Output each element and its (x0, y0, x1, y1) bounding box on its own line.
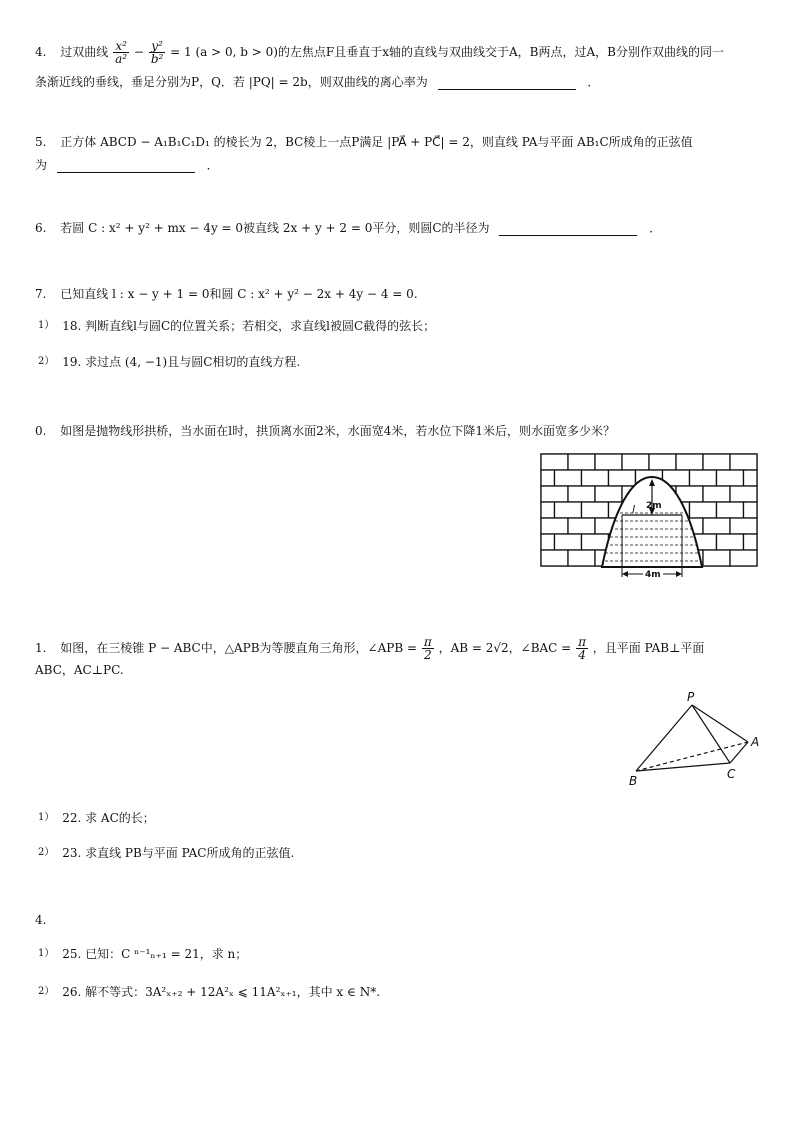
edge-PC (692, 705, 730, 763)
q17-stem (35, 286, 418, 302)
brick (690, 470, 717, 486)
q14-frac1-den: a² (115, 52, 128, 66)
brick (555, 502, 582, 518)
brick (730, 550, 757, 566)
q21-sub1-text: 22. 求 AC的长； (62, 811, 155, 825)
brick (582, 502, 609, 518)
q14-frac1-num: x² (113, 40, 129, 53)
q17-sub2 (38, 354, 300, 370)
brick (582, 534, 609, 550)
label-2m: 2m (646, 501, 662, 511)
q17-sub1-text: 18. 判断直线l与圆C的位置关系；若相交，求直线l被圆C截得的弦长； (62, 319, 436, 333)
q20-text: 如图是抛物线形拱桥，当水面在l时，拱顶离水面2米，水面宽4米，若水位下降1米后，则水面宽多少米？ (60, 424, 616, 438)
q17-number: 7. (35, 287, 47, 301)
brick (568, 550, 595, 566)
q24-number: 4. (35, 913, 47, 927)
brick (649, 454, 676, 470)
q21-frac-b-num: π (578, 635, 586, 649)
q21-sub2-text: 23. 求直线 PB与平面 PAC所成角的正弦值. (62, 846, 295, 860)
q21-sub1-mark: 1） (38, 812, 55, 823)
brick (703, 486, 730, 502)
brick (744, 470, 758, 486)
brick (744, 534, 758, 550)
q15-line2 (35, 157, 219, 173)
q17-stem-text: 已知直线 l : x − y + 1 = 0和圆 C : x² + y² − 2x + 4y − 4 = 0. (60, 287, 418, 301)
q24-sub2 (38, 984, 380, 1000)
q24-sub1 (38, 946, 247, 962)
q14-rest1: = 1 (a > 0, b > 0)的左焦点F且垂直于x轴的直线与双曲线交于A，B两点，过A，B分别作双曲线的同一 (170, 45, 724, 59)
q21-fraction-b (576, 636, 588, 661)
brick (730, 518, 757, 534)
q14-frac2-num: y² (149, 40, 166, 53)
q14-fraction-x (113, 40, 129, 65)
brick (568, 518, 595, 534)
brick (568, 454, 595, 470)
brick (730, 486, 757, 502)
brick (717, 534, 744, 550)
vertex-B: B (629, 774, 638, 788)
q20-line (35, 423, 615, 439)
brick (541, 502, 555, 518)
brick (609, 470, 636, 486)
q21-sub1 (38, 810, 155, 826)
q16-number: 6. (35, 221, 47, 235)
q14-line2 (35, 74, 599, 90)
q21-frac-a-num: π (423, 635, 432, 649)
brick (717, 470, 744, 486)
q21-number: 1. (35, 641, 47, 655)
brick (555, 534, 582, 550)
q21-sub2 (38, 845, 294, 861)
q21-sub2-mark: 2） (38, 847, 55, 858)
q15-tail: ． (206, 158, 219, 172)
q15-text: 正方体 ABCD − A₁B₁C₁D₁ 的棱长为 2，BC棱上一点P满足 |PA⃗ + PC⃗| = 2，则直线 PA与平面 AB₁C所成角的正弦值 (60, 135, 693, 149)
q21-fraction-a (422, 636, 434, 661)
q24-number-line (35, 912, 46, 928)
brick (582, 470, 609, 486)
brick (703, 518, 730, 534)
q17-sub1 (38, 318, 435, 334)
q15-line1 (35, 134, 693, 150)
q21-text-b: ，AB = 2√2，∠BAC = (438, 641, 572, 655)
q15-number: 5. (35, 135, 47, 149)
brick (690, 502, 717, 518)
brick (541, 550, 568, 566)
q17-sub2-mark: 2） (38, 356, 55, 367)
brick (541, 470, 555, 486)
edge-CA (730, 742, 748, 763)
brick (555, 470, 582, 486)
q24-sub1-mark: 1） (38, 948, 55, 959)
brick (703, 550, 730, 566)
q14-answer-blank[interactable] (438, 89, 576, 90)
brick (541, 486, 568, 502)
brick (622, 454, 649, 470)
width-arrow-left (622, 571, 628, 577)
q16-line (35, 220, 661, 236)
label-l: l (632, 503, 636, 516)
brick (703, 454, 730, 470)
brick (730, 454, 757, 470)
q14-minus: − (133, 45, 144, 59)
label-4m: 4m (645, 570, 661, 580)
q14-frac2-den: b² (150, 52, 164, 66)
q17-sub1-mark: 1） (38, 320, 55, 331)
q21-line2-text: ABC，AC⊥PC. (35, 663, 124, 677)
q14-fraction-y (149, 40, 166, 65)
brick (717, 502, 744, 518)
q14-line2-text: 条渐近线的垂线，垂足分别为P，Q．若 |PQ| = 2b，则双曲线的离心率为 (35, 75, 428, 89)
q24-sub2-text: 26. 解不等式：3A²ₓ₊₂ + 12A²ₓ ⩽ 11A²ₓ₊₁，其中 x ∈ N*. (62, 985, 381, 999)
arch-bridge-figure (540, 453, 758, 583)
edge-PB (636, 705, 692, 771)
brick (568, 486, 595, 502)
vertex-A: A (751, 735, 760, 749)
edge-PA (692, 705, 748, 742)
q15-prefix: 为 (35, 158, 48, 172)
brick (541, 454, 568, 470)
q16-tail: ． (649, 221, 662, 235)
brick (676, 454, 703, 470)
q20-number: 0. (35, 424, 47, 438)
q14-number: 4. (35, 45, 47, 59)
q14-tail: ． (587, 75, 600, 89)
q21-frac-b-den: 4 (578, 648, 586, 662)
brick (595, 486, 622, 502)
q24-sub1-text: 25. 已知：C ⁿ⁻¹ₙ₊₁ = 21，求 n； (62, 947, 248, 961)
vertex-C: C (727, 767, 736, 781)
brick (541, 518, 568, 534)
brick (744, 502, 758, 518)
q21-line2 (35, 662, 124, 678)
q16-answer-blank[interactable] (499, 235, 637, 236)
q14-line1 (35, 40, 724, 65)
q15-answer-blank[interactable] (57, 172, 195, 173)
q14-intro: 过双曲线 (60, 45, 109, 59)
vertex-P: P (687, 690, 695, 704)
brick (595, 454, 622, 470)
q16-text: 若圆 C : x² + y² + mx − 4y = 0被直线 2x + y + 2 = 0平分，则圆C的半径为 (60, 221, 490, 235)
q21-text-c: ，且平面 PAB⊥平面 (592, 641, 705, 655)
tetrahedron-figure (620, 686, 770, 796)
width-arrow-right (676, 571, 682, 577)
q24-sub2-mark: 2） (38, 986, 55, 997)
q21-text-a: 如图，在三棱锥 P − ABC中，△APB为等腰直角三角形，∠APB = (60, 641, 418, 655)
q21-line1 (35, 636, 704, 661)
q21-frac-a-den: 2 (423, 648, 432, 662)
q17-sub2-text: 19. 求过点 (4, −1)且与圆C相切的直线方程. (62, 355, 301, 369)
brick (541, 534, 555, 550)
